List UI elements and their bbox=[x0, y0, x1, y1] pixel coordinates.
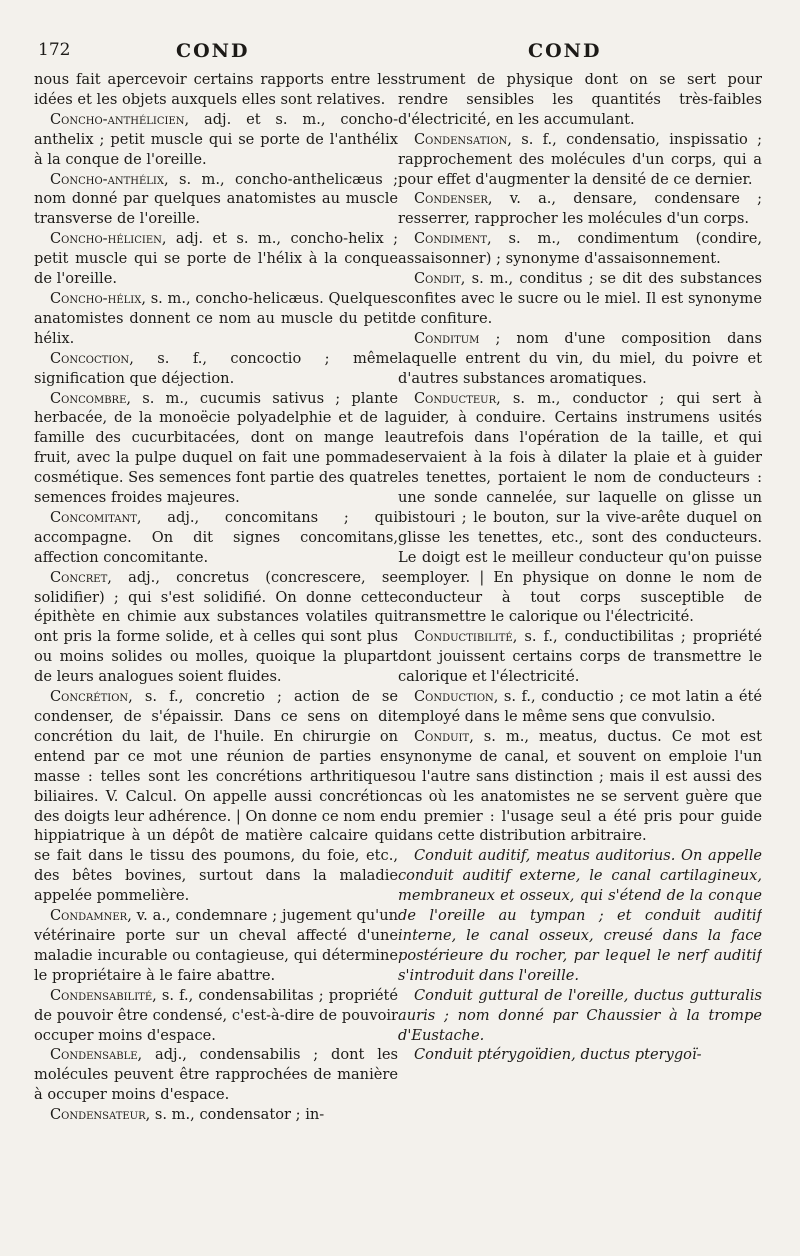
entry-text: , adj. et s. m., concho-anthelix ; petit muscle qui se porte de l'anthélix à la conque de l'oreille. bbox=[34, 110, 398, 168]
entry-text: , s. m., condimentum (condire, assaisonner) ; synonyme d'assaisonnement. bbox=[398, 230, 762, 268]
entry-text: ; nom d'une composition dans laquelle entrent du vin, du miel, du poivre et d'autres substances aromatiques. bbox=[398, 329, 762, 387]
entry-text: , s. m., concho-helicæus. Quelques anatomistes donnent ce nom au muscle du petit hélix. bbox=[34, 289, 398, 347]
entry-text: , s. f., conductio ; ce mot latin a été employé dans le même sens que convulsio. bbox=[398, 688, 762, 725]
entry-headword: Concomitant bbox=[50, 508, 137, 526]
entry-text: , adj. et s. m., concho-helix ; petit muscle qui se porte de l'hélix à la conque de l'oreille. bbox=[34, 230, 398, 288]
entry-text: , s. m., conductor ; qui sert à guider, à conduire. Certains instrumens usités autrefois dans l'opération de la taille, et qui servaient à la fois à dilater la plaie et à guider les tenettes, portaient le nom de conducteurs : une sonde cannelée, sur laquelle on glisse un bistouri ; le bouton, sur la vive-arête duquel on glisse les tenettes, etc., sont des conducteurs. Le doigt est le meilleur conducteur qu'on puisse employer. | En physique on donne le nom de conducteur à tout corps susceptible de transmettre le calorique ou l'électricité. bbox=[398, 389, 762, 626]
entry-headword: Condensable bbox=[50, 1046, 138, 1064]
page-number: 172 bbox=[38, 40, 71, 60]
entry bbox=[34, 70, 398, 110]
entry-headword: Condit bbox=[414, 270, 461, 288]
entry-headword: Condamner bbox=[50, 907, 128, 925]
entry-text: Conduit ptérygoïdien, ductus pterygoï- bbox=[414, 1046, 702, 1064]
entry-text: , s. f., condensatio, inspissatio ; rapprochement des molécules d'un corps, qui a pour effet d'augmenter la densité de ce dernier. bbox=[398, 130, 762, 188]
entry bbox=[398, 687, 762, 727]
entry-headword: Concho-hélix bbox=[50, 289, 142, 307]
page-header bbox=[0, 40, 800, 66]
entry bbox=[398, 130, 762, 190]
entry-text: , adj., concretus (concrescere, se solidifier) ; qui s'est solidifié. On donne cette épithète en chimie aux substances volatiles qui ont pris la forme solide, et à celles qui sont plus ou moins solides ou molles, quoique la plupart de leurs analogues soient fluides. bbox=[34, 568, 398, 686]
entry bbox=[398, 269, 762, 329]
right-column bbox=[398, 70, 762, 1240]
entry-text: nous fait apercevoir certains rapports entre les idées et les objets auxquels elles sont relatives. bbox=[34, 71, 398, 108]
entry-text: , v. a., densare, condensare ; resserrer, rapprocher les molécules d'un corps. bbox=[398, 190, 762, 228]
entry-text: , s. f., concretio ; action de se condenser, de s'épaissir. Dans ce sens on dit concrétion du lait, de l'huile. En chirurgie on entend par ce mot une réunion de parties en masse : telles sont les concrétions arthritiques biliaires. V. Calcul. On appelle aussi concrétion des doigts leur adhérence. | On donne ce nom en hippiatrique à un dépôt de matière calcaire qui se fait dans le tissu des poumons, du foie, etc., des bêtes bovines, surtout dans la maladie appelée pommelière. bbox=[34, 688, 398, 905]
entry-headword: Conduit bbox=[414, 727, 470, 745]
entry bbox=[398, 329, 762, 389]
entry bbox=[34, 906, 398, 986]
entry-text: , adj., condensabilis ; dont les molécules peuvent être rapprochées de manière à occuper moins d'espace. bbox=[34, 1046, 398, 1104]
entry bbox=[398, 389, 762, 628]
entry bbox=[34, 986, 398, 1046]
entry-text: , s. f., condensabilitas ; propriété de pouvoir être condensé, c'est-à-dire de pouvoir occuper moins d'espace. bbox=[34, 986, 398, 1044]
entry bbox=[34, 389, 398, 508]
left-column bbox=[34, 70, 398, 1240]
entry-text: , adj., concomitans ; qui accompagne. On dit signes concomitans, affection concomitante. bbox=[34, 508, 398, 566]
entry bbox=[398, 986, 762, 1046]
entry-headword: Condenser bbox=[414, 190, 488, 208]
entry-headword: Condiment bbox=[414, 230, 488, 248]
running-head-left: COND bbox=[176, 40, 250, 62]
entry-headword: Conditum bbox=[414, 329, 480, 347]
entry-text: , s. f., concoctio ; même signification que déjection. bbox=[34, 349, 398, 387]
entry-text: , s. m., concho-anthelicæus ; nom donné par quelques anatomistes au muscle transverse de l'oreille. bbox=[34, 170, 398, 228]
entry bbox=[34, 687, 398, 906]
entry bbox=[34, 568, 398, 687]
entry-headword: Concho-hélicien bbox=[50, 230, 162, 248]
entry bbox=[398, 627, 762, 687]
entry bbox=[34, 289, 398, 349]
entry bbox=[34, 229, 398, 289]
entry bbox=[34, 110, 398, 170]
entry bbox=[398, 189, 762, 229]
entry-headword: Condensation bbox=[414, 130, 508, 148]
entry-headword: Concrétion bbox=[50, 688, 129, 706]
entry bbox=[34, 349, 398, 389]
entry-text: , s. f., conductibilitas ; propriété dont jouissent certains corps de transmettre le calorique et l'électricité. bbox=[398, 628, 762, 686]
entry-text: Conduit auditif, meatus auditorius. On appelle conduit auditif externe, le canal cartilagineux, membraneux et osseux, qui s'étend de la conque de l'oreille au tympan ; et conduit auditif interne, le canal osseux, creusé dans la face postérieure du rocher, par lequel le nerf auditif s'introduit dans l'oreille. bbox=[398, 847, 762, 984]
entry-text: , s. m., cucumis sativus ; plante herbacée, de la monoëcie polyadelphie et de la famille des cucurbitacées, dont on mange le fruit, avec la pulpe duquel on fait une pommade cosmétique. Ses semences font partie des quatre semences froides majeures. bbox=[34, 389, 398, 507]
entry-headword: Concoction bbox=[50, 349, 130, 367]
entry bbox=[398, 727, 762, 846]
entry bbox=[34, 508, 398, 568]
entry-headword: Conducteur bbox=[414, 389, 497, 407]
entry-text: Conduit guttural de l'oreille, ductus gutturalis auris ; nom donné par Chaussier à la trompe d'Eustache. bbox=[398, 986, 762, 1044]
entry bbox=[398, 70, 762, 130]
entry-headword: Conduction bbox=[414, 688, 494, 706]
entry-headword: Concho-anthélix bbox=[50, 170, 164, 188]
entry bbox=[398, 846, 762, 985]
entry-headword: Conductibilité bbox=[414, 628, 513, 646]
entry-headword: Condensabilité bbox=[50, 986, 153, 1004]
entry-text: , s. m., meatus, ductus. Ce mot est synonyme de canal, et souvent on emploie l'un ou l'autre sans distinction ; mais il est aussi des cas où les anatomistes ne se servent guère que du premier : l'usage seul a été pris pour guide dans cette distribution arbitraire. bbox=[398, 727, 762, 845]
entry-headword: Concho-anthélicien bbox=[50, 110, 185, 128]
entry bbox=[34, 170, 398, 230]
entry-headword: Concombre bbox=[50, 389, 127, 407]
entry-headword: Condensateur bbox=[50, 1106, 146, 1124]
entry bbox=[34, 1105, 398, 1125]
entry-text: , v. a., condemnare ; jugement qu'un vétérinaire porte sur un cheval affecté d'une maladie incurable ou contagieuse, qui détermine le propriétaire à le faire abattre. bbox=[34, 907, 398, 984]
entry bbox=[398, 229, 762, 269]
running-head-right: COND bbox=[528, 40, 602, 62]
entry-text: strument de physique dont on se sert pour rendre sensibles les quantités très-faibles d'électricité, en les accumulant. bbox=[398, 71, 762, 128]
entry-text: , s. m., condensator ; in- bbox=[145, 1106, 325, 1124]
entry bbox=[398, 1045, 762, 1065]
entry-headword: Concret bbox=[50, 568, 108, 586]
entry-text: , s. m., conditus ; se dit des substances confites avec le sucre ou le miel. Il est synonyme de confiture. bbox=[398, 270, 762, 327]
entry bbox=[34, 1045, 398, 1105]
